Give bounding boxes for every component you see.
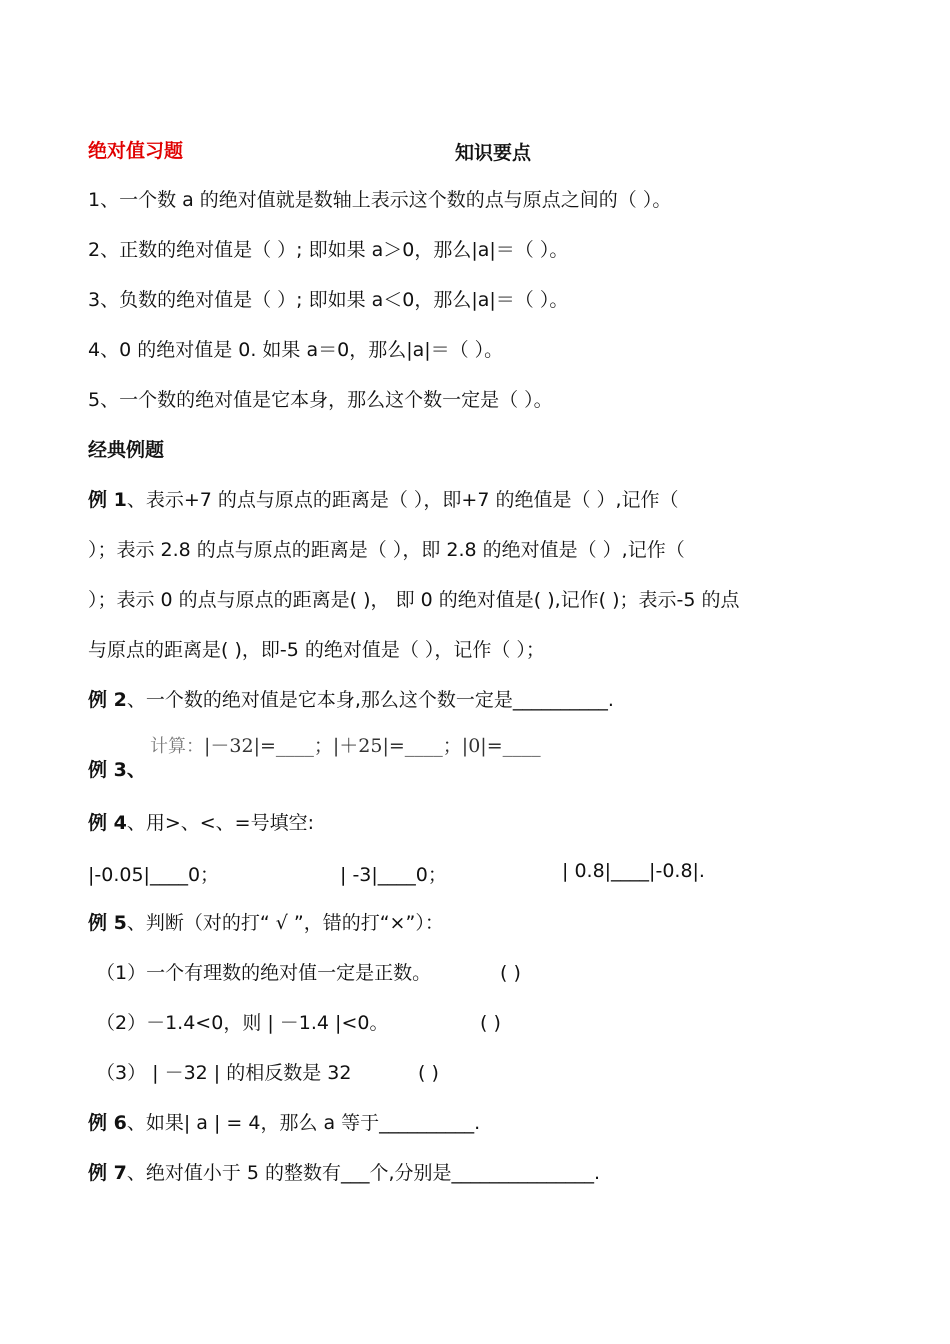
example-5-label: 例 5: [88, 912, 127, 934]
example-5-item-2: [96, 1010, 876, 1036]
example-5-item-1: [96, 960, 876, 986]
example-6-text: 、如果| a | = 4，那么 a 等于__________.: [126, 1112, 481, 1134]
example-5-item-1-question: （1）一个有理数的绝对值一定是正数。: [96, 962, 432, 984]
example-1-line-3: ）；表示 0 的点与原点的距离是( )， 即 0 的绝对值是( ),记作( )；表示-5 的点: [88, 589, 740, 611]
section-heading-knowledge: 知识要点: [455, 142, 532, 164]
example-4-item-3: | 0.8|____|-0.8|.: [562, 860, 705, 882]
example-2-text: 、一个数的绝对值是它本身,那么这个数一定是__________.: [126, 689, 614, 711]
example-7-label: 例 7: [88, 1162, 127, 1184]
example-2: [88, 687, 868, 713]
example-2-label: 例 2: [88, 689, 127, 711]
knowledge-point-3: 3、负数的绝对值是（ ）; 即如果 a＜0，那么|a|＝（ ）。: [88, 289, 569, 311]
example-3-calc-image: [150, 731, 541, 767]
example-1-line-4: 与原点的距离是( )，即-5 的绝对值是（ ），记作（ ）；: [88, 639, 545, 661]
example-5-item-1-mark: ( ): [500, 962, 521, 984]
example-5: [88, 910, 868, 936]
example-1-line-1: [88, 487, 868, 513]
example-5-item-3-question: （3） | －32 | 的相反数是 32: [96, 1062, 352, 1084]
example-3-calc-lead: 计算：: [150, 736, 204, 757]
example-3-suffix: 、: [126, 759, 146, 781]
example-4: [88, 810, 868, 836]
example-6-label: 例 6: [88, 1112, 127, 1134]
example-5-item-3: [96, 1060, 876, 1086]
example-3-label-row: [88, 755, 146, 782]
example-3-label: 例 3: [88, 759, 127, 781]
example-7: [88, 1160, 868, 1186]
example-4-text: 、用>、<、=号填空:: [126, 812, 315, 834]
example-1-line-2: ）；表示 2.8 的点与原点的距离是（ ），即 2.8 的绝对值是（ ）,记作（: [88, 539, 685, 561]
example-5-text: 、判断（对的打“ √ ”，错的打“×”）：: [126, 912, 444, 934]
example-4-label: 例 4: [88, 812, 127, 834]
example-4-item-1: |-0.05|____0；: [88, 864, 220, 886]
example-1-text-1: 、表示+7 的点与原点的距离是（ ），即+7 的绝值是（ ）,记作（: [126, 489, 679, 511]
example-5-item-2-mark: ( ): [480, 1012, 501, 1034]
knowledge-point-1: 1、一个数 a 的绝对值就是数轴上表示这个数的点与原点之间的（ ）。: [88, 189, 672, 211]
section-heading-examples: 经典例题: [88, 439, 165, 461]
example-4-item-2: | -3|____0；: [340, 864, 447, 886]
knowledge-point-5: 5、一个数的绝对值是它本身，那么这个数一定是（ ）。: [88, 389, 553, 411]
knowledge-point-4: 4、0 的绝对值是 0. 如果 a＝0，那么|a|＝（ ）。: [88, 339, 504, 361]
example-7-text: 、绝对值小于 5 的整数有___个,分别是_______________.: [126, 1162, 601, 1184]
example-5-item-2-question: （2）－1.4<0，则 | －1.4 |<0。: [96, 1012, 389, 1034]
example-3-calc-expr: |－32|=____；|＋25|=____；|0|=____: [204, 735, 541, 757]
example-5-item-3-mark: ( ): [418, 1062, 439, 1084]
example-6: [88, 1110, 868, 1136]
example-1-label: 例 1: [88, 489, 127, 511]
worksheet-title: 绝对值习题: [88, 140, 184, 162]
knowledge-point-2: 2、正数的绝对值是（ ）; 即如果 a＞0，那么|a|＝（ ）。: [88, 239, 569, 261]
